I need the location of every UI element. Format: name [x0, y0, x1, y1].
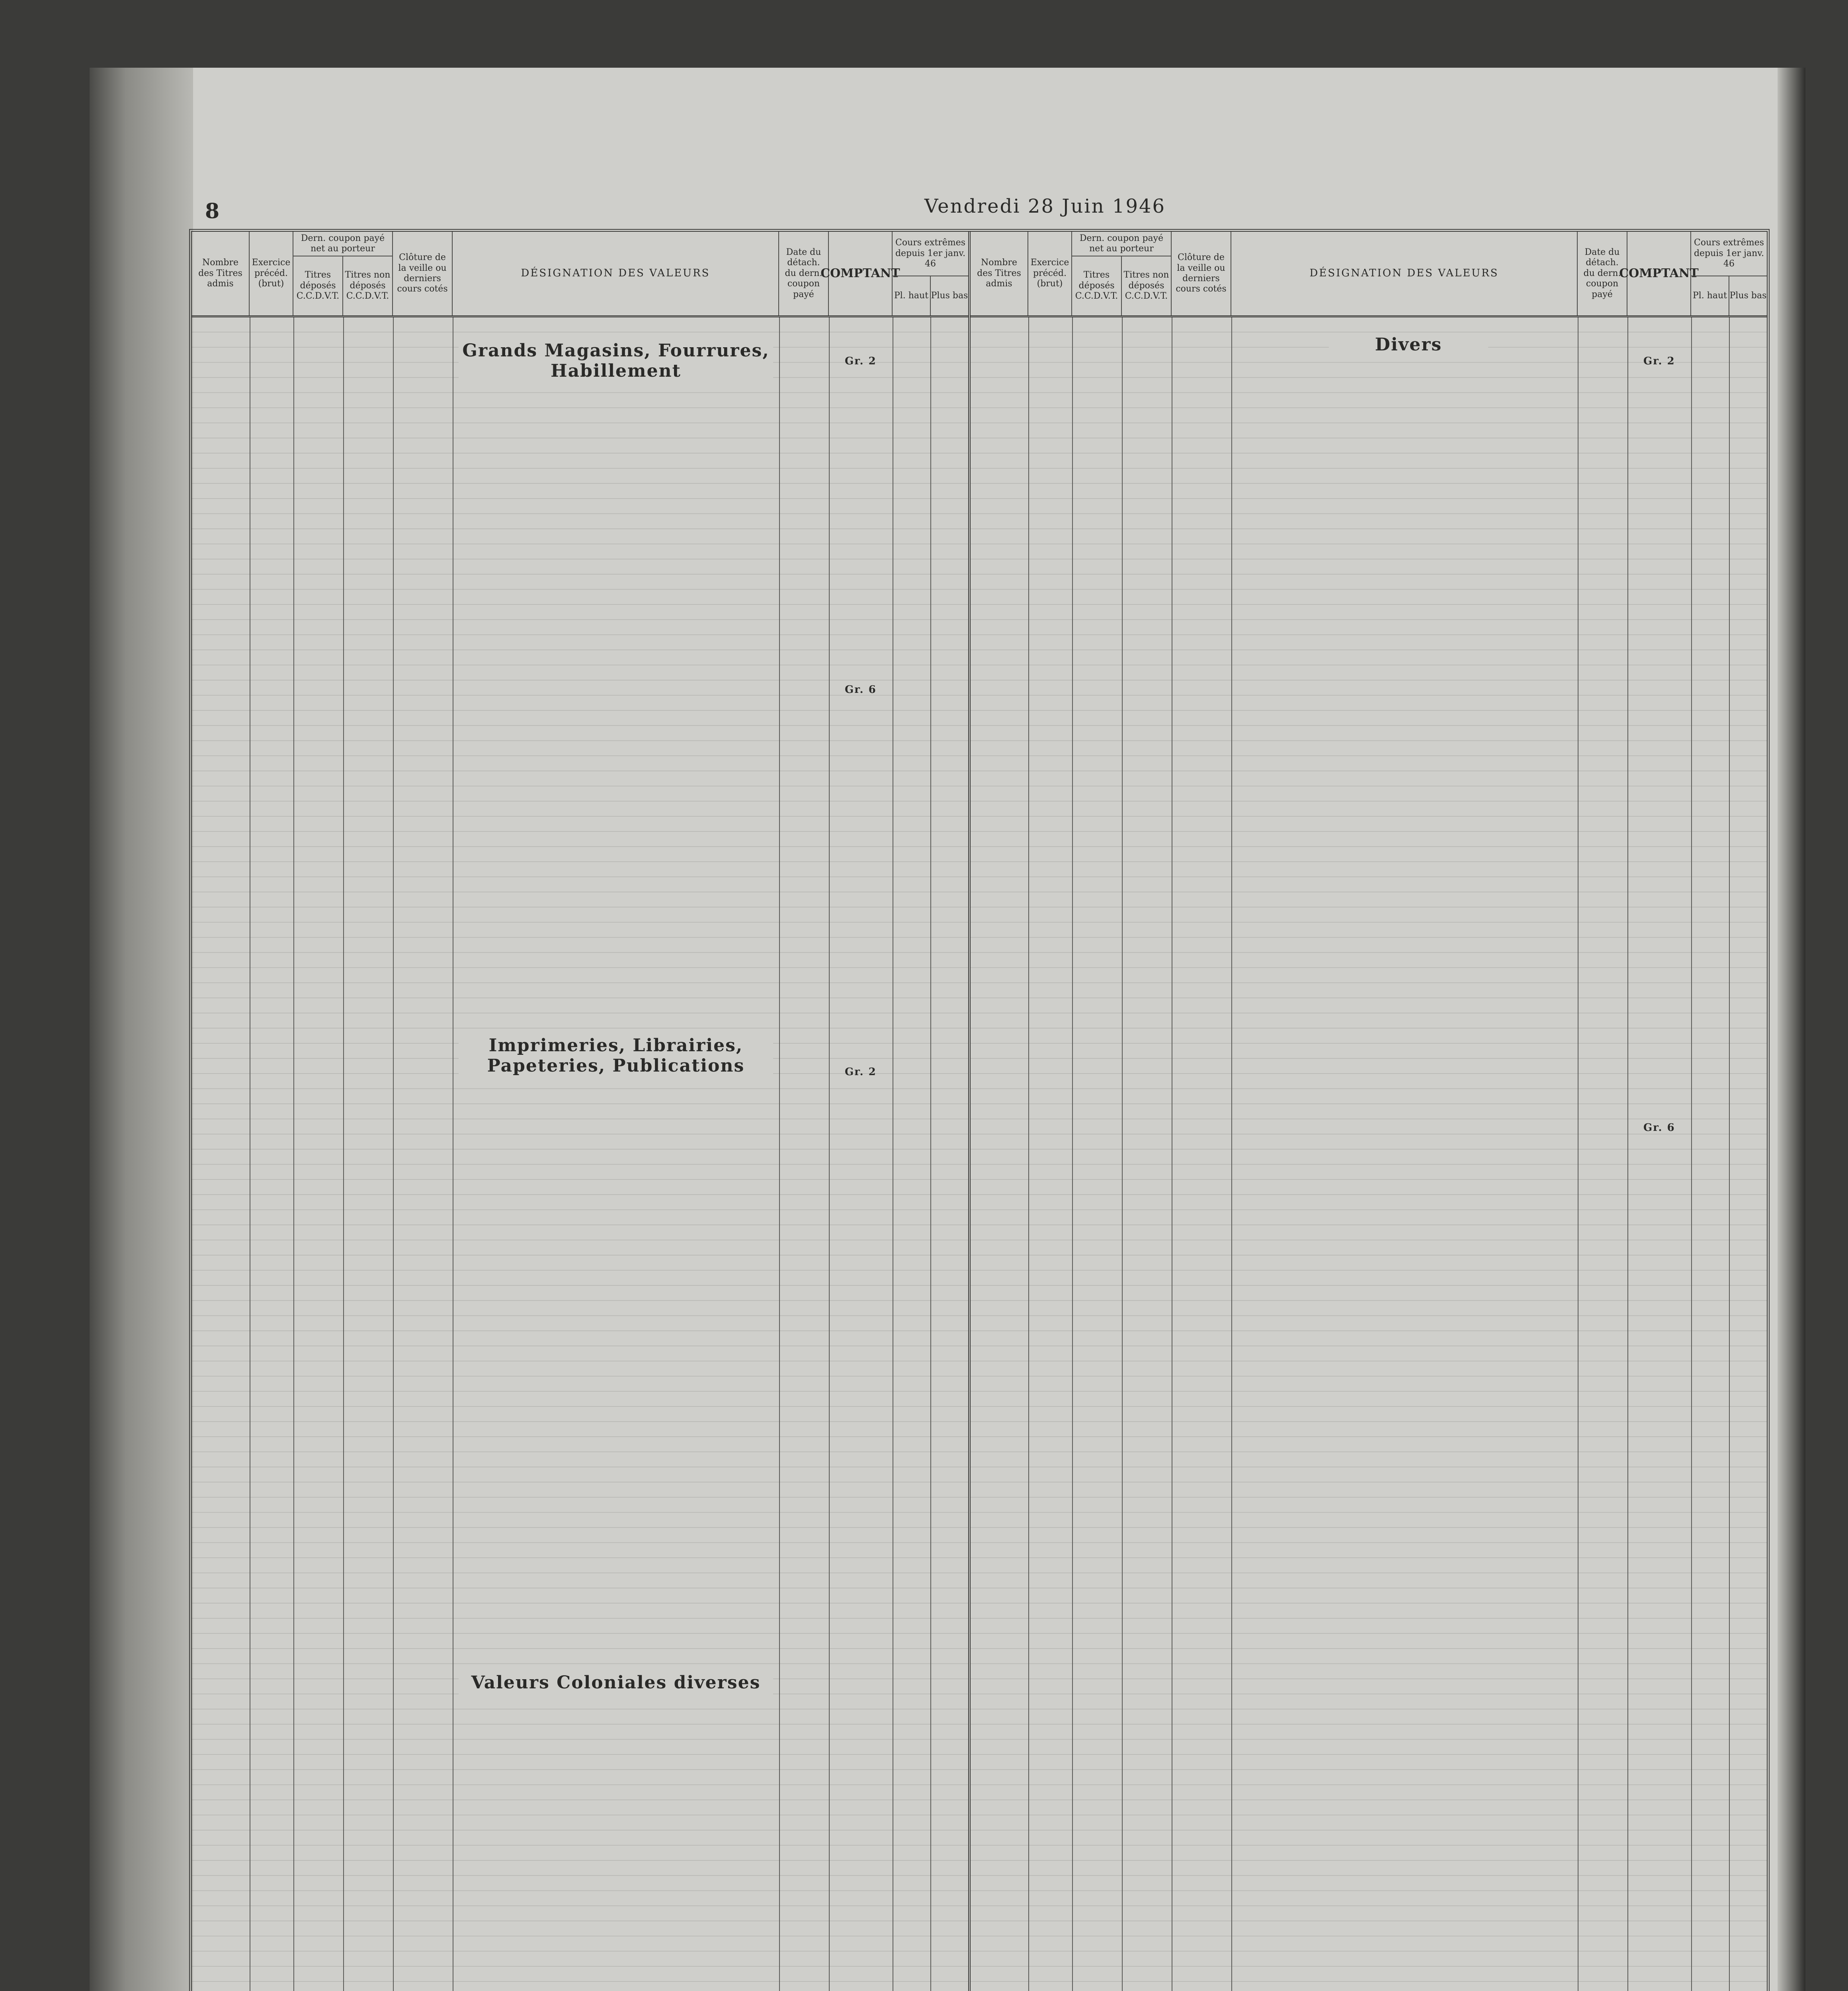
col-comptant: COMPTANT: [829, 232, 893, 315]
section-title-divers: Divers: [1329, 333, 1488, 357]
column-header-row: [971, 232, 1767, 317]
col-cloture: Clôture de la veille ou derniers cours cotés: [393, 232, 453, 315]
col-cours: [1691, 232, 1767, 315]
col-exercice: Exercice précéd. (brut): [1028, 232, 1072, 315]
newspaper-page: [90, 68, 1805, 1991]
section-title-grands-magasins: Grands Magasins, Fourrures, Habillement: [459, 339, 773, 383]
col-coupon-head: Dern. coupon payé net au porteur: [1072, 232, 1171, 256]
col-titres: Nombre des Titres admis: [971, 232, 1028, 315]
col-designation: DÉSIGNATION DES VALEURS: [1231, 232, 1578, 315]
col-coupon: [293, 232, 393, 315]
page-binding-shadow: [90, 68, 193, 1991]
right-listing-body: [971, 317, 1767, 1991]
col-cours: [893, 232, 968, 315]
col-cours-haut: Pl. haut: [893, 276, 931, 315]
page-date: Vendredi 28 Juin 1946: [924, 195, 1166, 217]
col-titres: Nombre des Titres admis: [192, 232, 250, 315]
group-label: Gr. 6: [845, 684, 877, 696]
col-cloture: Clôture de la veille ou derniers cours cotés: [1172, 232, 1231, 315]
left-listing-body: [192, 317, 968, 1991]
col-cours-bas: Plus bas: [931, 290, 968, 301]
page-right-edge: [1778, 68, 1805, 1991]
col-coupon: [1072, 232, 1172, 315]
group-label: Gr. 2: [845, 355, 877, 367]
col-cours-head: Cours extrêmes depuis 1er janv. 46: [893, 232, 968, 276]
group-label: Gr. 2: [1643, 355, 1675, 367]
right-half: [971, 232, 1767, 1991]
group-label: Gr. 6: [1643, 1122, 1675, 1134]
col-cours-head: Cours extrêmes depuis 1er janv. 46: [1691, 232, 1767, 276]
quotation-table: [189, 229, 1770, 1991]
col-cours-haut: Pl. haut: [1691, 276, 1729, 315]
page-number: 8: [205, 199, 220, 223]
col-coupon-non-deposes: Titres non déposés C.C.D.V.T.: [345, 270, 391, 301]
group-label: Gr. 2: [845, 1066, 877, 1078]
col-date-detach: Date du détach. du dern. coupon payé: [1578, 232, 1627, 315]
column-header-row: [192, 232, 968, 317]
left-half: [192, 232, 971, 1991]
col-designation: DÉSIGNATION DES VALEURS: [453, 232, 779, 315]
col-exercice: Exercice précéd. (brut): [250, 232, 293, 315]
col-coupon-deposes: Titres déposés C.C.D.V.T.: [1072, 256, 1122, 315]
section-title-imprimeries: Imprimeries, Librairies, Papeteries, Publications: [459, 1034, 773, 1078]
col-cours-bas: Plus bas: [1729, 290, 1767, 301]
section-title-coloniales: Valeurs Coloniales diverses: [459, 1671, 773, 1695]
col-date-detach: Date du détach. du dern. coupon payé: [779, 232, 829, 315]
col-comptant: COMPTANT: [1627, 232, 1691, 315]
col-coupon-deposes: Titres déposés C.C.D.V.T.: [293, 256, 343, 315]
col-coupon-head: Dern. coupon payé net au porteur: [293, 232, 392, 256]
col-coupon-non-deposes: Titres non déposés C.C.D.V.T.: [1123, 270, 1169, 301]
